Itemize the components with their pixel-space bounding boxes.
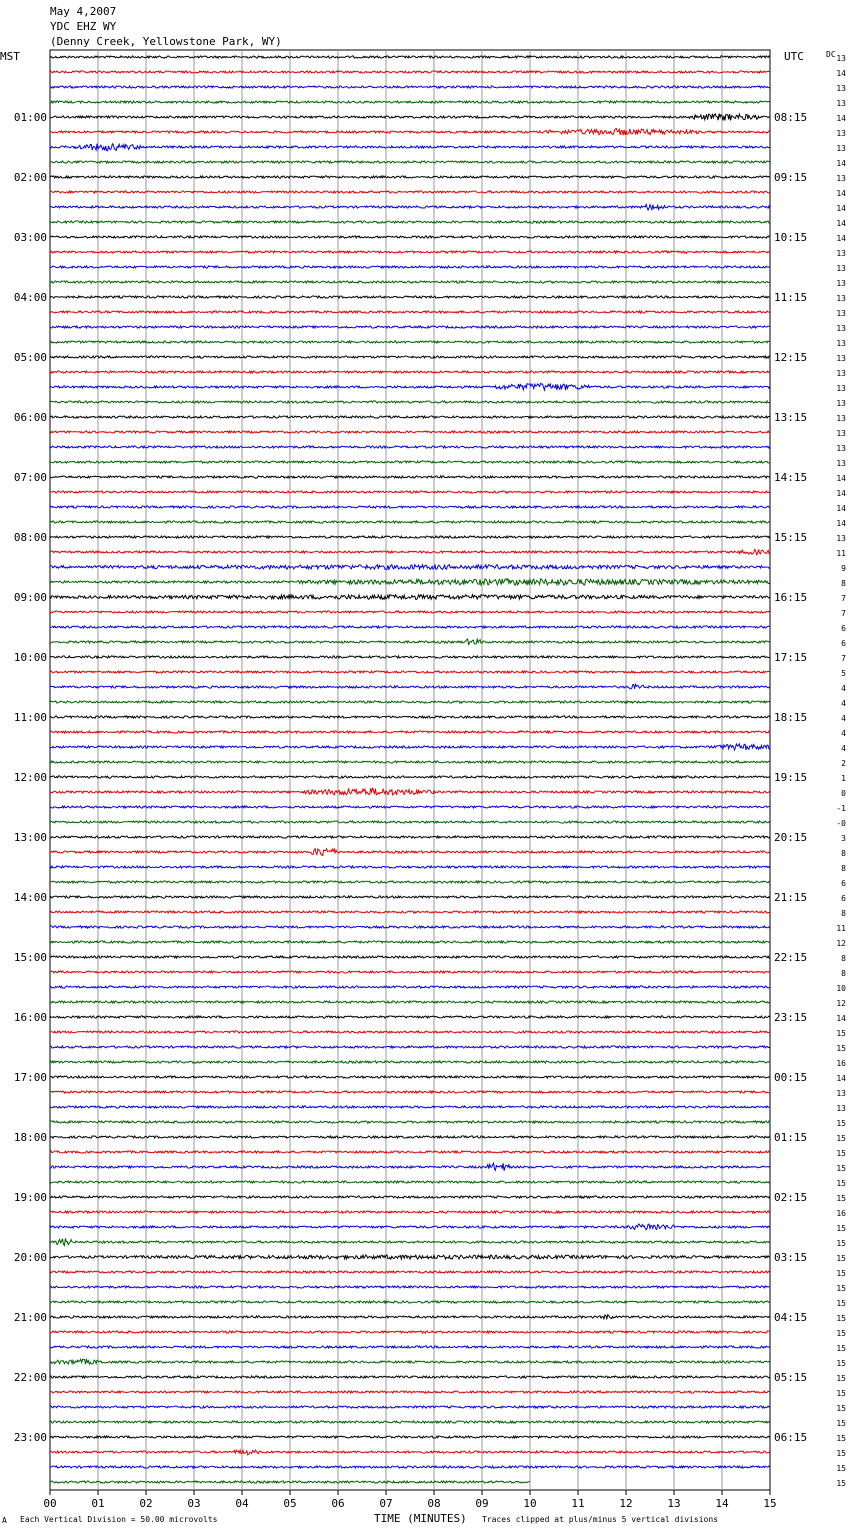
right-hour-label: 17:15 bbox=[774, 651, 808, 664]
dc-offset-label: 15 bbox=[836, 1254, 846, 1263]
dc-offset-label: 5 bbox=[841, 669, 846, 678]
dc-offset-label: 15 bbox=[836, 1029, 846, 1038]
x-tick-label: 06 bbox=[331, 1497, 345, 1510]
dc-offset-label: 13 bbox=[836, 534, 846, 543]
left-hour-label: 11:00 bbox=[13, 711, 47, 724]
x-tick-label: 03 bbox=[187, 1497, 201, 1510]
dc-offset-label: 15 bbox=[836, 1149, 846, 1158]
dc-offset-header: DC bbox=[826, 50, 836, 59]
left-hour-label: 05:00 bbox=[13, 351, 47, 364]
dc-offset-label: 3 bbox=[841, 834, 846, 843]
dc-offset-label: 13 bbox=[836, 174, 846, 183]
x-tick-label: 08 bbox=[427, 1497, 441, 1510]
right-hour-label: 09:15 bbox=[774, 171, 808, 184]
x-tick-label: 12 bbox=[619, 1497, 633, 1510]
right-hour-label: 05:15 bbox=[774, 1371, 808, 1384]
dc-offset-label: 13 bbox=[836, 129, 846, 138]
x-tick-label: 09 bbox=[475, 1497, 489, 1510]
dc-offset-label: 13 bbox=[836, 84, 846, 93]
dc-offset-label: 13 bbox=[836, 294, 846, 303]
dc-offset-label: 14 bbox=[836, 1074, 846, 1083]
left-hour-label: 01:00 bbox=[13, 111, 47, 124]
dc-offset-label: 4 bbox=[841, 729, 846, 738]
dc-offset-label: 15 bbox=[836, 1119, 846, 1128]
x-tick-label: 00 bbox=[43, 1497, 57, 1510]
left-hour-label: 18:00 bbox=[13, 1131, 47, 1144]
right-hour-label: 21:15 bbox=[774, 891, 808, 904]
dc-offset-label: 15 bbox=[836, 1134, 846, 1143]
x-tick-label: 11 bbox=[571, 1497, 585, 1510]
left-hour-label: 12:00 bbox=[13, 771, 47, 784]
right-hour-label: 20:15 bbox=[774, 831, 808, 844]
dc-offset-label: 14 bbox=[836, 219, 846, 228]
left-hour-label: 10:00 bbox=[13, 651, 47, 664]
dc-offset-label: 15 bbox=[836, 1269, 846, 1278]
dc-offset-label: 13 bbox=[836, 144, 846, 153]
left-hour-label: 23:00 bbox=[13, 1431, 47, 1444]
dc-offset-label: 6 bbox=[841, 894, 846, 903]
dc-offset-label: 6 bbox=[841, 624, 846, 633]
dc-offset-label: 13 bbox=[836, 399, 846, 408]
left-hour-label: 03:00 bbox=[13, 231, 47, 244]
dc-offset-label: 14 bbox=[836, 504, 846, 513]
dc-offset-label: 1 bbox=[841, 774, 846, 783]
dc-offset-label: 14 bbox=[836, 1014, 846, 1023]
dc-offset-label: 15 bbox=[836, 1044, 846, 1053]
dc-offset-label: 8 bbox=[841, 849, 846, 858]
dc-offset-label: 13 bbox=[836, 429, 846, 438]
dc-offset-label: 13 bbox=[836, 309, 846, 318]
dc-offset-label: 15 bbox=[836, 1404, 846, 1413]
dc-offset-label: 13 bbox=[836, 249, 846, 258]
right-hour-label: 04:15 bbox=[774, 1311, 808, 1324]
x-tick-label: 15 bbox=[763, 1497, 777, 1510]
dc-offset-label: 15 bbox=[836, 1434, 846, 1443]
dc-offset-label: 15 bbox=[836, 1314, 846, 1323]
dc-offset-label: 14 bbox=[836, 474, 846, 483]
dc-offset-label: 15 bbox=[836, 1374, 846, 1383]
dc-offset-label: 4 bbox=[841, 699, 846, 708]
dc-offset-label: 10 bbox=[836, 984, 846, 993]
dc-offset-label: 13 bbox=[836, 279, 846, 288]
right-hour-label: 22:15 bbox=[774, 951, 808, 964]
dc-offset-label: 14 bbox=[836, 189, 846, 198]
right-hour-label: 15:15 bbox=[774, 531, 808, 544]
dc-offset-label: 13 bbox=[836, 54, 846, 63]
dc-offset-label: 4 bbox=[841, 744, 846, 753]
dc-offset-label: 4 bbox=[841, 684, 846, 693]
left-hour-label: 19:00 bbox=[13, 1191, 47, 1204]
x-tick-label: 05 bbox=[283, 1497, 297, 1510]
dc-offset-label: 8 bbox=[841, 969, 846, 978]
right-hour-label: 23:15 bbox=[774, 1011, 808, 1024]
x-tick-label: 01 bbox=[91, 1497, 105, 1510]
left-hour-label: 20:00 bbox=[13, 1251, 47, 1264]
dc-offset-label: 15 bbox=[836, 1389, 846, 1398]
dc-offset-label: 13 bbox=[836, 324, 846, 333]
dc-offset-label: 13 bbox=[836, 459, 846, 468]
dc-offset-label: 14 bbox=[836, 489, 846, 498]
dc-offset-label: 11 bbox=[836, 924, 846, 933]
station-location: (Denny Creek, Yellowstone Park, WY) bbox=[50, 35, 282, 48]
dc-offset-label: 11 bbox=[836, 549, 846, 558]
x-tick-label: 02 bbox=[139, 1497, 153, 1510]
left-hour-label: 14:00 bbox=[13, 891, 47, 904]
dc-offset-label: 14 bbox=[836, 114, 846, 123]
left-hour-label: 15:00 bbox=[13, 951, 47, 964]
right-hour-label: 14:15 bbox=[774, 471, 808, 484]
right-hour-label: 11:15 bbox=[774, 291, 808, 304]
left-hour-label: 13:00 bbox=[13, 831, 47, 844]
x-tick-label: 14 bbox=[715, 1497, 729, 1510]
dc-offset-label: 15 bbox=[836, 1239, 846, 1248]
dc-offset-label: 12 bbox=[836, 999, 846, 1008]
left-hour-label: 16:00 bbox=[13, 1011, 47, 1024]
dc-offset-label: 13 bbox=[836, 99, 846, 108]
dc-offset-label: 13 bbox=[836, 369, 846, 378]
dc-offset-label: 8 bbox=[841, 864, 846, 873]
left-hour-label: 06:00 bbox=[13, 411, 47, 424]
dc-offset-label: 8 bbox=[841, 579, 846, 588]
dc-offset-label: 16 bbox=[836, 1209, 846, 1218]
left-hour-label: 07:00 bbox=[13, 471, 47, 484]
dc-offset-label: 15 bbox=[836, 1299, 846, 1308]
left-hour-label: 22:00 bbox=[13, 1371, 47, 1384]
x-axis-title: TIME (MINUTES) bbox=[374, 1512, 467, 1525]
left-hour-label: 09:00 bbox=[13, 591, 47, 604]
dc-offset-label: 15 bbox=[836, 1344, 846, 1353]
dc-offset-label: 0 bbox=[841, 789, 846, 798]
station-code: YDC EHZ WY bbox=[50, 20, 117, 33]
right-hour-label: 08:15 bbox=[774, 111, 808, 124]
dc-offset-label: -0 bbox=[836, 819, 846, 828]
dc-offset-label: 15 bbox=[836, 1164, 846, 1173]
x-tick-label: 07 bbox=[379, 1497, 393, 1510]
x-tick-label: 04 bbox=[235, 1497, 249, 1510]
dc-offset-label: 7 bbox=[841, 594, 846, 603]
dc-offset-label: 14 bbox=[836, 234, 846, 243]
right-hour-label: 10:15 bbox=[774, 231, 808, 244]
dc-offset-label: 14 bbox=[836, 159, 846, 168]
right-hour-label: 13:15 bbox=[774, 411, 808, 424]
dc-offset-label: 15 bbox=[836, 1449, 846, 1458]
right-hour-label: 19:15 bbox=[774, 771, 808, 784]
dc-offset-label: 7 bbox=[841, 609, 846, 618]
x-tick-label: 13 bbox=[667, 1497, 681, 1510]
dc-offset-label: 13 bbox=[836, 384, 846, 393]
dc-offset-label: 15 bbox=[836, 1224, 846, 1233]
footer-mark: A bbox=[2, 1516, 7, 1525]
dc-offset-label: 15 bbox=[836, 1479, 846, 1488]
dc-offset-label: 14 bbox=[836, 519, 846, 528]
dc-offset-label: 15 bbox=[836, 1359, 846, 1368]
dc-offset-label: 13 bbox=[836, 414, 846, 423]
right-hour-label: 16:15 bbox=[774, 591, 808, 604]
left-hour-label: 21:00 bbox=[13, 1311, 47, 1324]
dc-offset-label: 13 bbox=[836, 444, 846, 453]
dc-offset-label: 9 bbox=[841, 564, 846, 573]
dc-offset-label: 13 bbox=[836, 264, 846, 273]
chart-date: May 4,2007 bbox=[50, 5, 117, 18]
dc-offset-label: -1 bbox=[836, 804, 846, 813]
right-hour-label: 01:15 bbox=[774, 1131, 808, 1144]
left-hour-label: 17:00 bbox=[13, 1071, 47, 1084]
dc-offset-label: 15 bbox=[836, 1329, 846, 1338]
clip-note: Traces clipped at plus/minus 5 vertical divisions bbox=[482, 1515, 719, 1524]
dc-offset-label: 8 bbox=[841, 954, 846, 963]
right-timezone-label: UTC bbox=[784, 50, 804, 63]
dc-offset-label: 12 bbox=[836, 939, 846, 948]
right-hour-label: 03:15 bbox=[774, 1251, 808, 1264]
dc-offset-label: 13 bbox=[836, 1104, 846, 1113]
left-timezone-label: MST bbox=[0, 50, 20, 63]
scale-note: Each Vertical Division = 50.00 microvolts bbox=[20, 1515, 218, 1524]
right-hour-label: 06:15 bbox=[774, 1431, 808, 1444]
dc-offset-label: 2 bbox=[841, 759, 846, 768]
dc-offset-label: 13 bbox=[836, 339, 846, 348]
dc-offset-label: 8 bbox=[841, 909, 846, 918]
dc-offset-label: 13 bbox=[836, 1089, 846, 1098]
dc-offset-label: 15 bbox=[836, 1284, 846, 1293]
dc-offset-label: 6 bbox=[841, 639, 846, 648]
right-hour-label: 12:15 bbox=[774, 351, 808, 364]
right-hour-label: 00:15 bbox=[774, 1071, 808, 1084]
left-hour-label: 04:00 bbox=[13, 291, 47, 304]
dc-offset-label: 4 bbox=[841, 714, 846, 723]
x-tick-label: 10 bbox=[523, 1497, 537, 1510]
dc-offset-label: 15 bbox=[836, 1179, 846, 1188]
dc-offset-label: 7 bbox=[841, 654, 846, 663]
dc-offset-label: 16 bbox=[836, 1059, 846, 1068]
left-hour-label: 08:00 bbox=[13, 531, 47, 544]
right-hour-label: 18:15 bbox=[774, 711, 808, 724]
left-hour-label: 02:00 bbox=[13, 171, 47, 184]
dc-offset-label: 13 bbox=[836, 354, 846, 363]
dc-offset-label: 15 bbox=[836, 1464, 846, 1473]
right-hour-label: 02:15 bbox=[774, 1191, 808, 1204]
dc-offset-label: 15 bbox=[836, 1194, 846, 1203]
dc-offset-label: 14 bbox=[836, 204, 846, 213]
dc-offset-label: 6 bbox=[841, 879, 846, 888]
dc-offset-label: 14 bbox=[836, 69, 846, 78]
dc-offset-label: 15 bbox=[836, 1419, 846, 1428]
